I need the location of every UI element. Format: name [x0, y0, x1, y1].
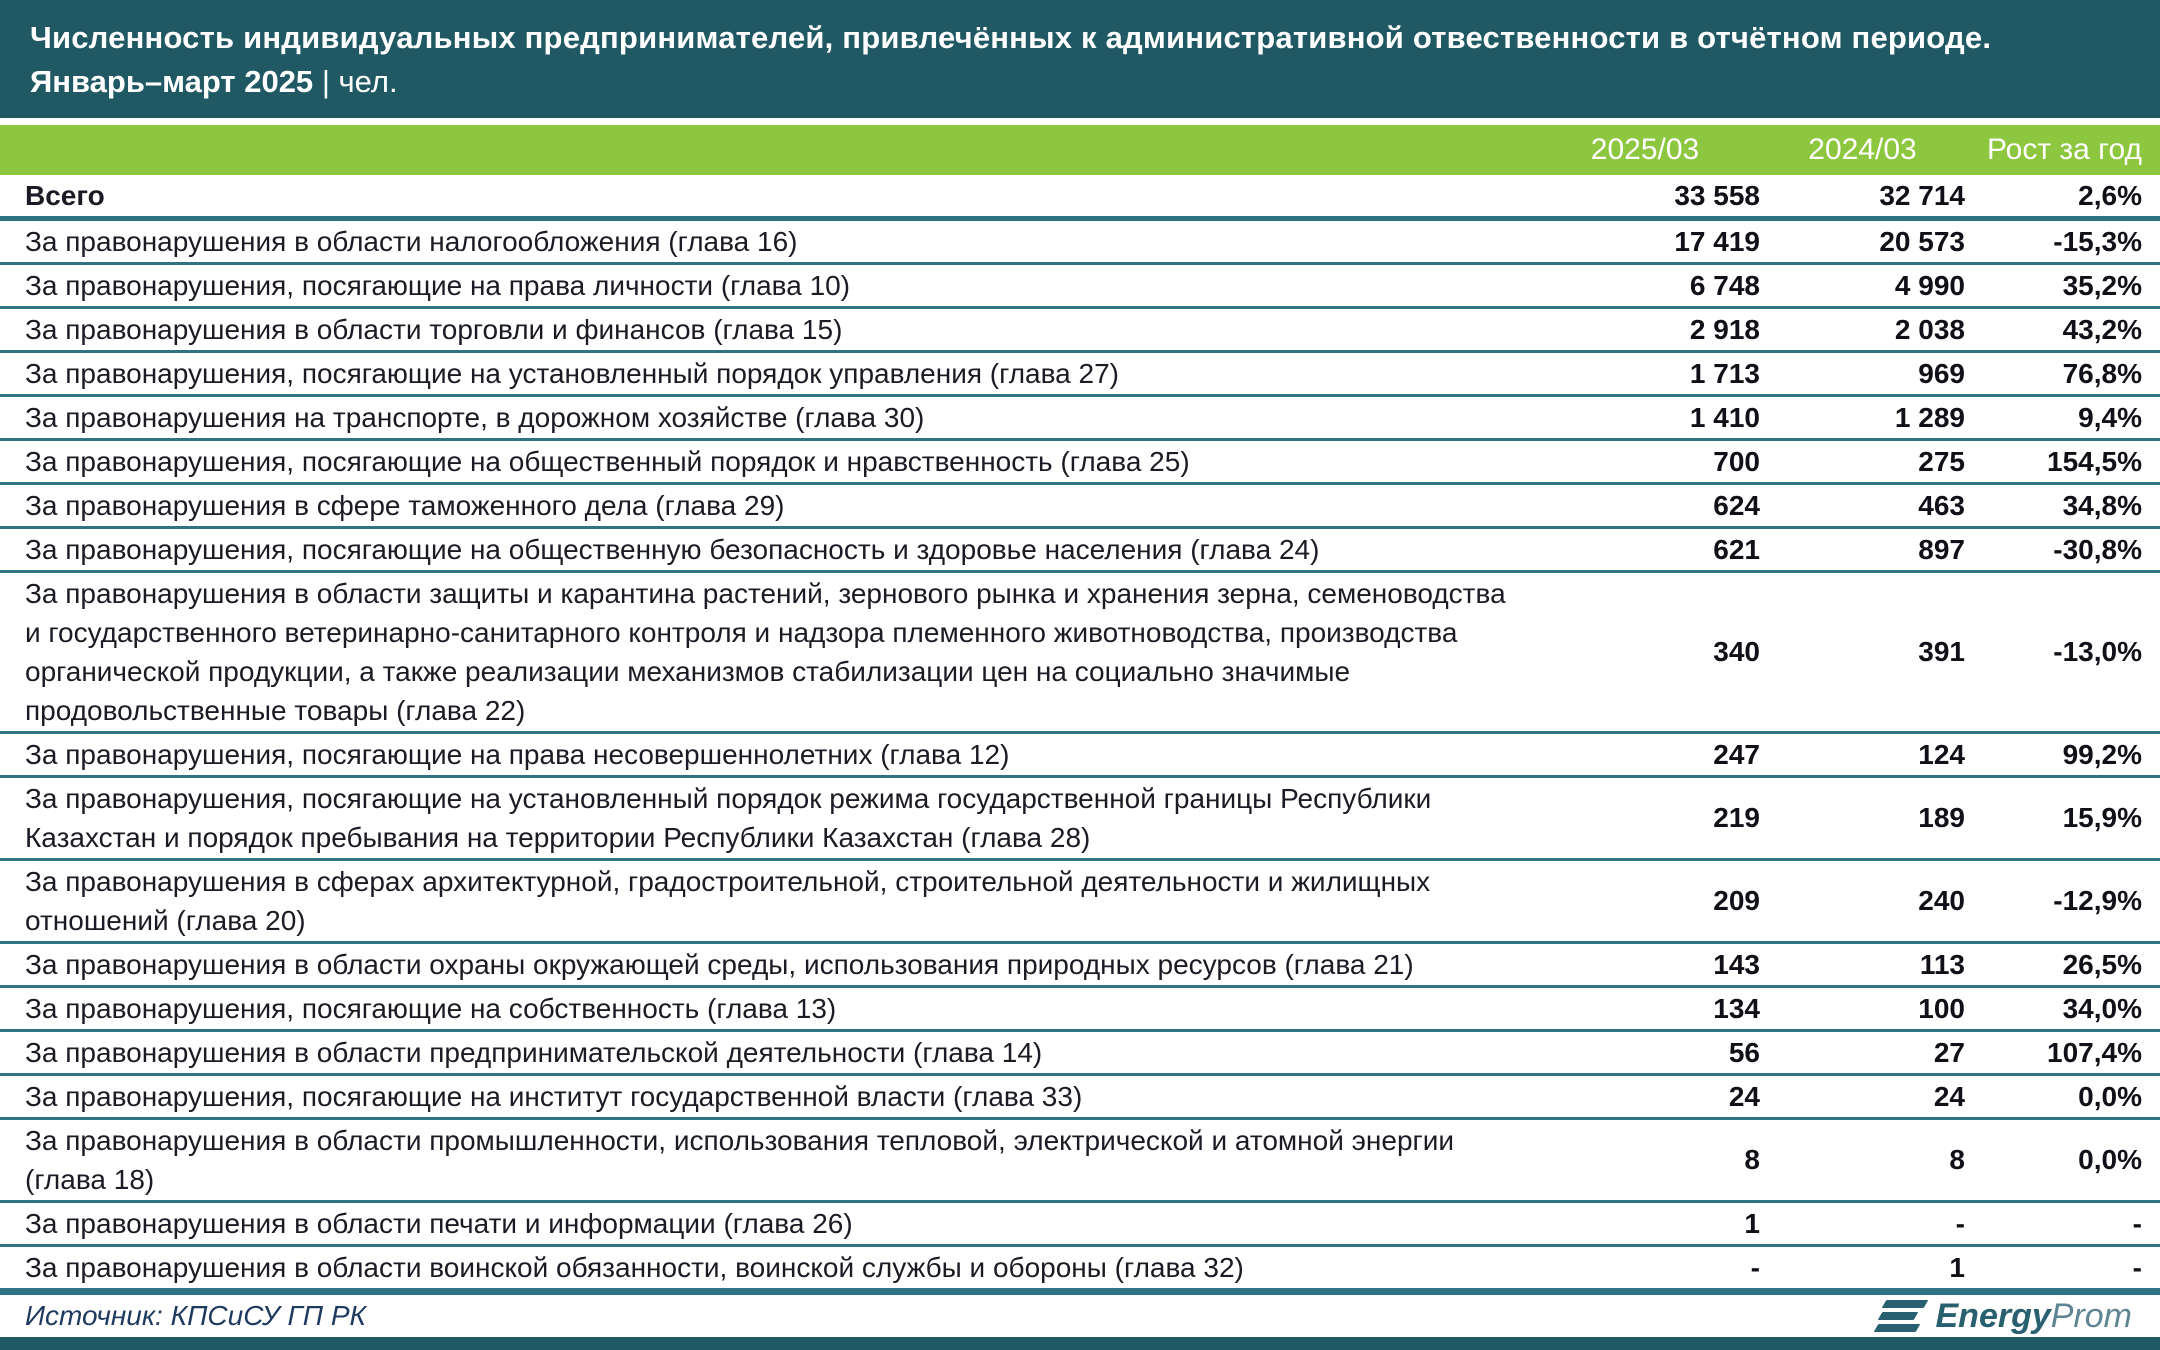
row-value-2024: 24 [1933, 1080, 1965, 1112]
row-value-2024: 1 [1949, 1251, 1965, 1283]
table-row [0, 353, 2160, 397]
table-body [0, 175, 2160, 1291]
row-value-2024: 8 [1949, 1144, 1965, 1175]
row-value-2024: 391 [1918, 636, 1965, 667]
table-row [0, 734, 2160, 778]
row-growth: - [2132, 1207, 2142, 1239]
row-label: За правонарушения в области воинской обязанности, воинской службы и обороны (глава 32) [25, 1252, 1244, 1283]
row-value-2025: 624 [1713, 489, 1760, 521]
table-row [0, 988, 2160, 1032]
row-value-2025: 621 [1713, 533, 1760, 565]
row-value-2025: 56 [1728, 1036, 1760, 1068]
row-label: За правонарушения на транспорте, в дорожном хозяйстве (глава 30) [25, 402, 925, 433]
row-value-2025: 219 [1713, 802, 1760, 833]
row-growth: 9,4% [2078, 401, 2142, 433]
row-value-2024: 32 714 [1879, 179, 1965, 211]
row-value-2025: 1 410 [1689, 401, 1760, 433]
page-title: Численность индивидуальных предпринимателей, привлечённых к административной отвественности в отчётном периоде. [30, 20, 1992, 55]
row-label: За правонарушения, посягающие на собственность (глава 13) [25, 993, 837, 1024]
footer [0, 1291, 2160, 1337]
row-label: За правонарушения, посягающие на права несовершеннолетних (глава 12) [25, 739, 1010, 770]
row-value-2025: 17 419 [1674, 225, 1760, 257]
row-value-2024: 20 573 [1879, 225, 1965, 257]
subtitle-period: Январь–март 2025 [30, 64, 314, 99]
row-growth: 154,5% [2047, 445, 2142, 477]
row-label: За правонарушения в области промышленности, использования тепловой, электрической и атомной энергии (глава 18) [25, 1125, 1455, 1195]
energyprom-logo-text: EnergyProm [1935, 1297, 2132, 1335]
row-label: За правонарушения, посягающие на общественную безопасность и здоровье населения (глава 24) [25, 534, 1320, 565]
column-header-2024: 2024/03 [1808, 133, 1917, 166]
row-growth: 15,9% [2062, 802, 2142, 833]
row-value-2025: 247 [1713, 738, 1760, 770]
row-growth: 26,5% [2062, 948, 2142, 980]
row-label: За правонарушения в сферах архитектурной, градостроительной, строительной деятельности и жилищных отношений (глава 20) [25, 866, 1431, 936]
table-row [0, 529, 2160, 573]
row-value-2025: 134 [1713, 992, 1760, 1024]
row-value-2024: 100 [1918, 992, 1965, 1024]
row-value-2025: 700 [1713, 445, 1760, 477]
table-row [0, 861, 2160, 944]
row-value-2025: 1 713 [1689, 357, 1760, 389]
row-value-2024: 969 [1918, 357, 1965, 389]
row-growth: 34,0% [2062, 992, 2142, 1024]
row-growth: 34,8% [2062, 489, 2142, 521]
row-growth: -15,3% [2053, 225, 2142, 257]
source-note: Источник: КПСиСУ ГП РК [25, 1300, 366, 1331]
row-value-2024: 4 990 [1894, 269, 1965, 301]
table-row [0, 573, 2160, 734]
column-header-band [0, 125, 2160, 175]
row-value-2024: - [1955, 1207, 1965, 1239]
table-row [0, 309, 2160, 353]
row-label: За правонарушения в области печати и информации (глава 26) [25, 1208, 853, 1239]
table-row [0, 778, 2160, 861]
table-row [0, 944, 2160, 988]
row-value-2025: 340 [1713, 636, 1760, 667]
row-value-2024: 897 [1918, 533, 1965, 565]
row-value-2025: 33 558 [1674, 179, 1760, 211]
row-value-2025: 143 [1713, 948, 1760, 980]
table-row [0, 1032, 2160, 1076]
row-label: За правонарушения в области охраны окружающей среды, использования природных ресурсов (глава 21) [25, 949, 1414, 980]
energyprom-logo [1876, 1298, 2133, 1334]
row-growth: 0,0% [2078, 1080, 2142, 1112]
table-row [0, 485, 2160, 529]
row-growth: -30,8% [2053, 533, 2142, 565]
row-growth: 35,2% [2062, 269, 2142, 301]
row-label: За правонарушения в области торговли и финансов (глава 15) [25, 314, 843, 345]
energyprom-logo-icon [1876, 1298, 1926, 1334]
column-header-2025: 2025/03 [1590, 133, 1700, 166]
row-growth: -12,9% [2053, 885, 2142, 916]
row-growth: 0,0% [2078, 1144, 2142, 1175]
row-label: За правонарушения, посягающие на общественный порядок и нравственность (глава 25) [25, 446, 1190, 477]
table-row [0, 1203, 2160, 1247]
row-growth: 76,8% [2062, 357, 2142, 389]
row-growth: 2,6% [2078, 179, 2142, 211]
column-header-growth: Рост за год [1986, 133, 2142, 166]
table-row [0, 397, 2160, 441]
row-value-2025: 6 748 [1689, 269, 1760, 301]
table-row [0, 1120, 2160, 1203]
row-value-2024: 1 289 [1894, 401, 1965, 433]
row-value-2024: 27 [1933, 1036, 1965, 1068]
row-label: За правонарушения, посягающие на институт государственной власти (глава 33) [25, 1081, 1083, 1112]
table-row [0, 1247, 2160, 1291]
row-value-2024: 275 [1918, 445, 1965, 477]
row-value-2025: 2 918 [1689, 313, 1760, 345]
row-value-2025: 209 [1713, 885, 1760, 916]
row-label: За правонарушения в сфере таможенного дела (глава 29) [25, 490, 785, 521]
table-row [0, 265, 2160, 309]
table-row [0, 1076, 2160, 1120]
row-growth: 43,2% [2062, 313, 2142, 345]
row-value-2025: 24 [1728, 1080, 1760, 1112]
row-growth: 99,2% [2062, 738, 2142, 770]
subtitle-unit: чел. [338, 64, 398, 99]
row-value-2024: 113 [1919, 948, 1965, 980]
subtitle-separator: | [321, 64, 330, 99]
row-value-2025: - [1750, 1251, 1760, 1283]
table-row [0, 441, 2160, 485]
row-value-2024: 2 038 [1894, 313, 1965, 345]
row-label: За правонарушения в области налогообложения (глава 16) [25, 226, 798, 257]
row-growth: - [2132, 1251, 2142, 1283]
row-value-2024: 463 [1918, 489, 1965, 521]
bottom-bar-divider [0, 1337, 2160, 1350]
row-value-2025: 1 [1744, 1207, 1760, 1239]
table-row [0, 175, 2160, 221]
row-label: Всего [25, 180, 105, 211]
row-value-2024: 124 [1918, 738, 1965, 770]
row-value-2024: 240 [1918, 885, 1965, 916]
row-growth: -13,0% [2053, 636, 2142, 667]
row-label: За правонарушения в области предпринимательской деятельности (глава 14) [25, 1037, 1043, 1068]
table-row [0, 221, 2160, 265]
page-subtitle [30, 60, 2130, 104]
title-gap-divider [0, 118, 2160, 125]
row-label: За правонарушения, посягающие на установленный порядок управления (глава 27) [25, 358, 1119, 389]
row-label: За правонарушения в области защиты и карантина растений, зернового рынка и хранения зерна, семеноводства и государственного ветеринарно-санитарного контроля и надзора племенного животноводства, производства органической продукции, а также реализации механизмов стабилизации цен на социально значимые продовольственные товары (глава 22) [25, 578, 1506, 726]
row-value-2025: 8 [1744, 1144, 1760, 1175]
row-label: За правонарушения, посягающие на установленный порядок режима государственной границы Республики Казахстан и порядок пребывания на территории Республики Казахстан (глава 28) [25, 783, 1432, 853]
row-label: За правонарушения, посягающие на права личности (глава 10) [25, 270, 851, 301]
row-growth: 107,4% [2047, 1036, 2142, 1068]
row-value-2024: 189 [1918, 802, 1965, 833]
title-band [0, 0, 2160, 118]
